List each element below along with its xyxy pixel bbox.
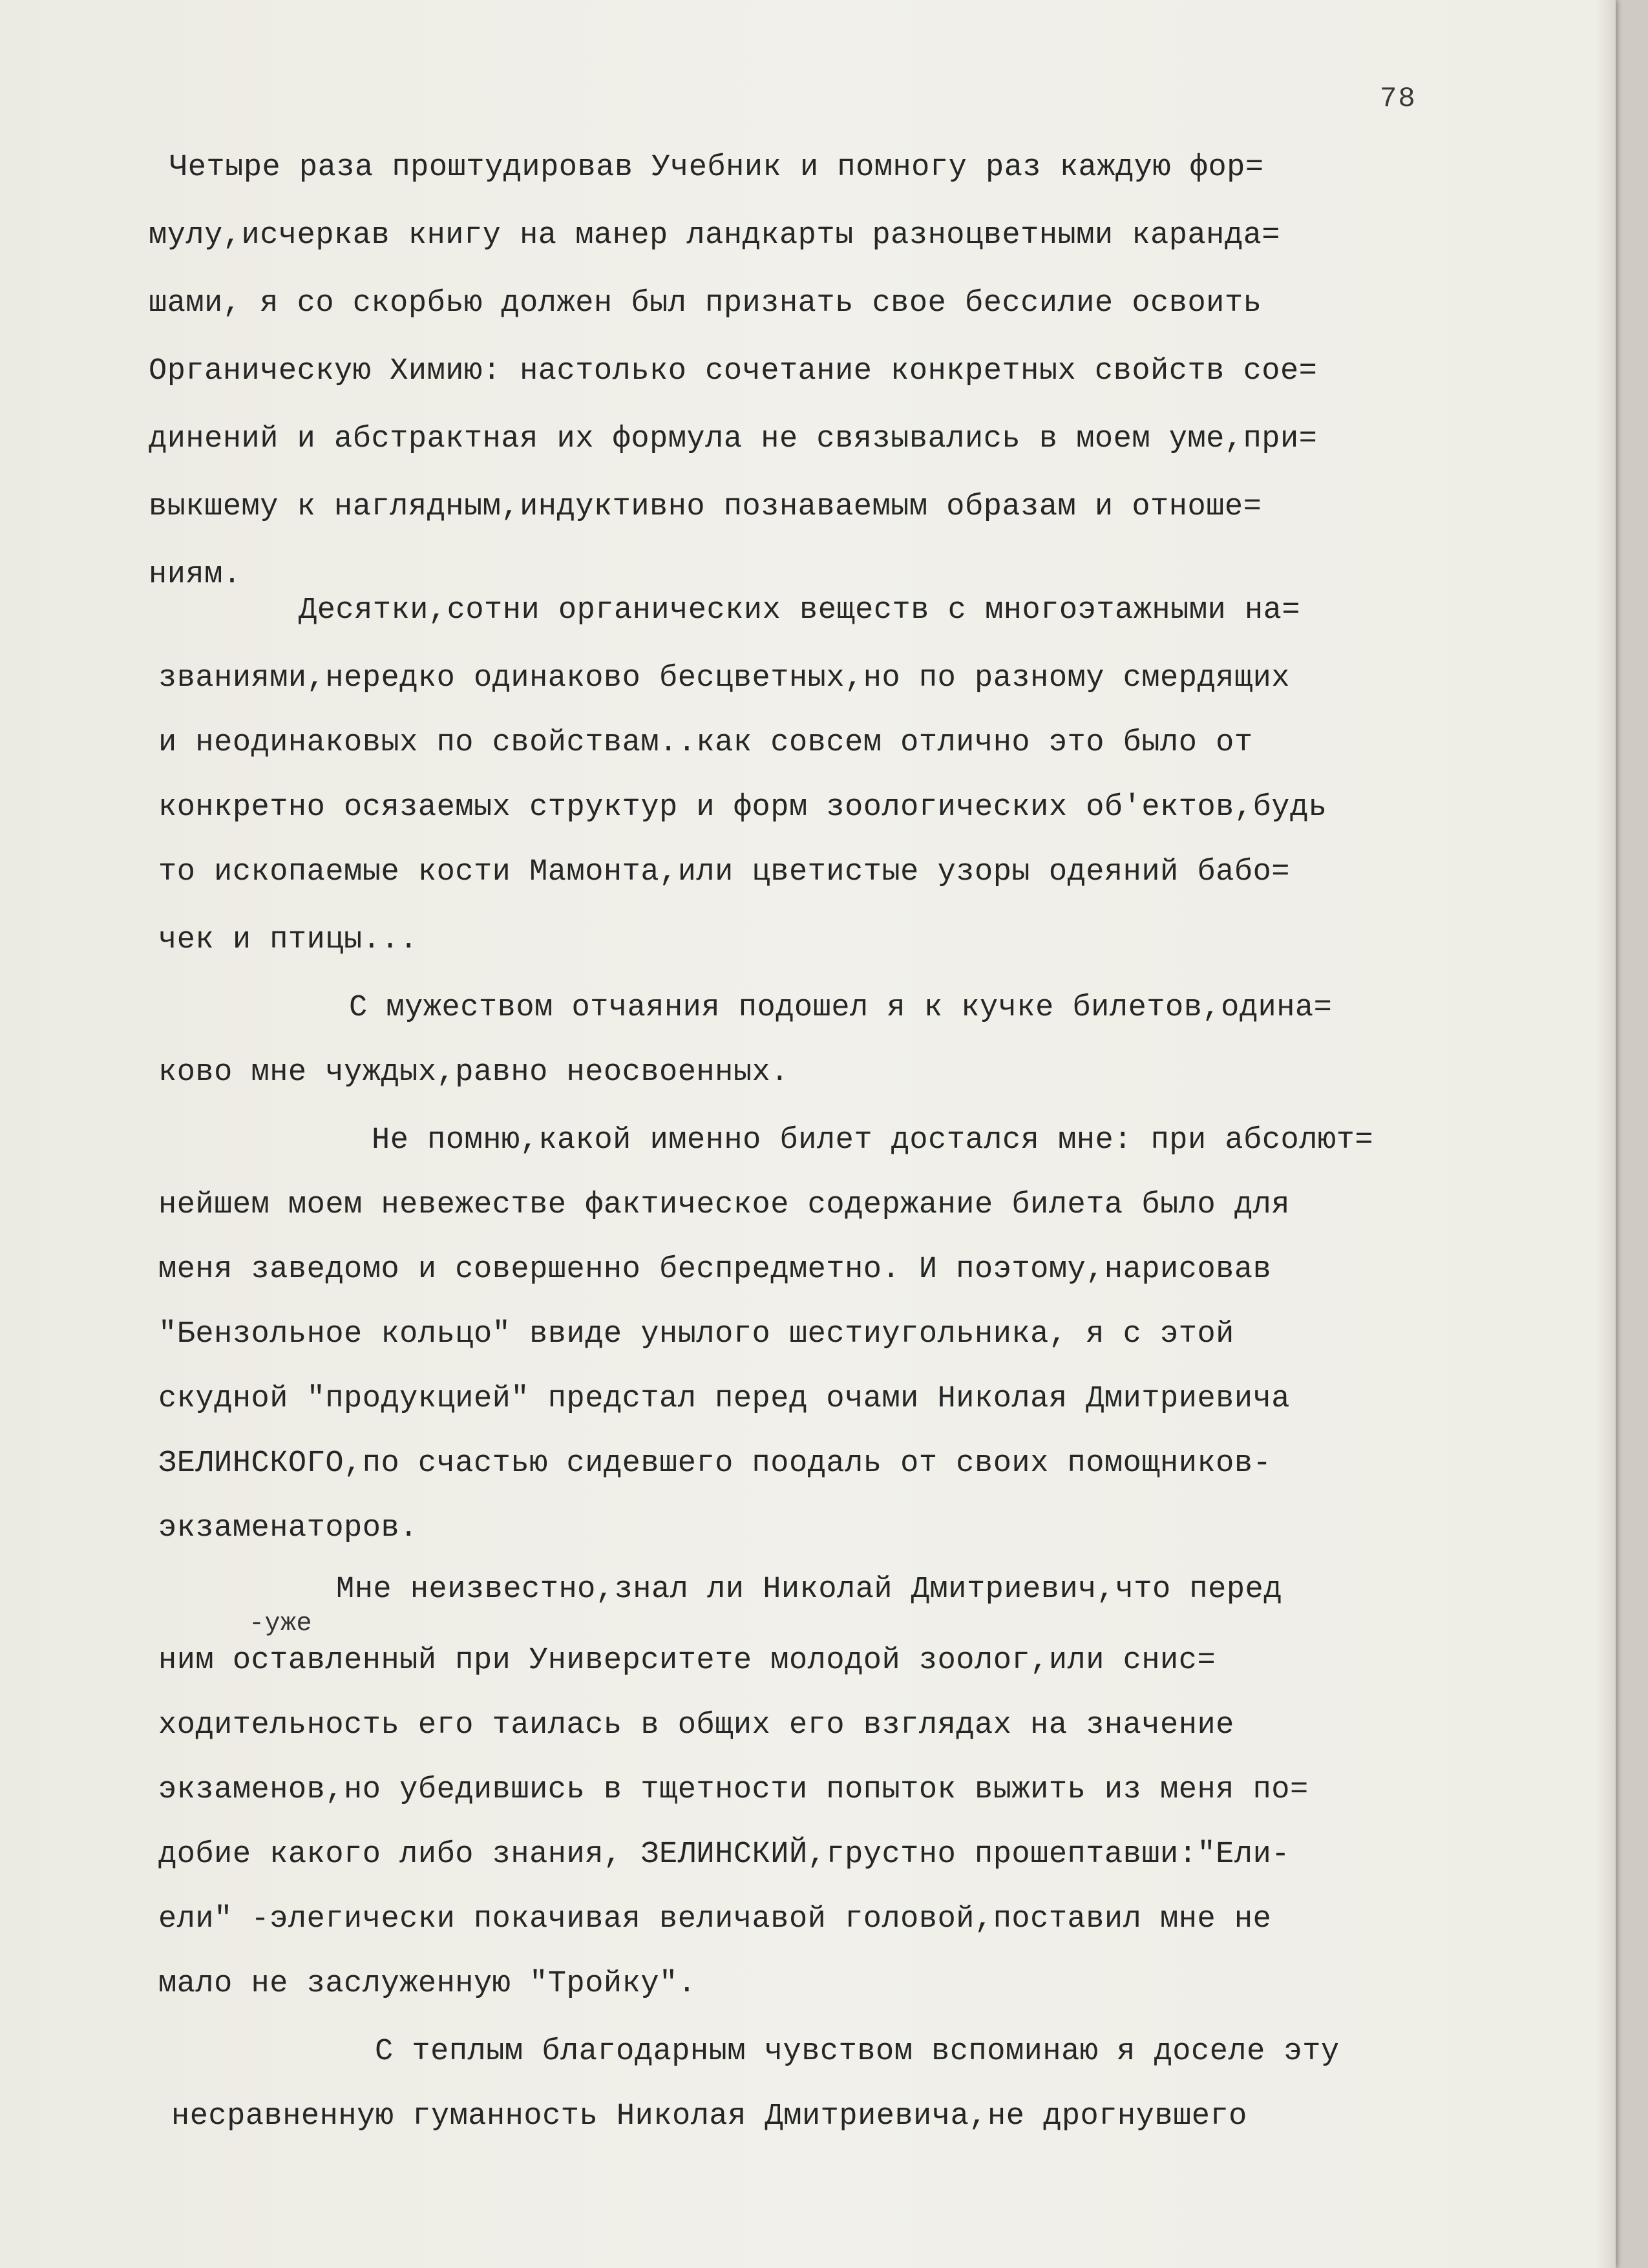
text-line: мало не заслуженную "Тройку". (158, 1967, 697, 2001)
text-line: выкшему к наглядным,индуктивно познаваемым образам и отноше= (149, 490, 1262, 524)
text-line: нейшем моем невежестве фактическое содержание билета было для (158, 1188, 1290, 1222)
text-line: С теплым благодарным чувством вспоминаю я доселе эту (375, 2035, 1340, 2069)
text-line: то ископаемые кости Мамонта,или цветистые узоры одеяний бабо= (158, 855, 1290, 889)
text-line: "Бензольное кольцо" ввиде унылого шестиугольника, я с этой (158, 1317, 1234, 1351)
text-line: экзаменов,но убедившись в тщетности попыток выжить из меня по= (158, 1773, 1309, 1807)
text-line: меня заведомо и совершенно беспредметно. И поэтому,нарисовав (158, 1253, 1272, 1287)
page-number: 78 (1380, 83, 1417, 115)
text-line: С мужеством отчаяния подошел я к кучке билетов,одина= (349, 991, 1333, 1025)
text-line: мулу,исчеркав книгу на манер ландкарты разноцветными каранда= (149, 218, 1280, 253)
text-line: экзаменаторов. (158, 1511, 418, 1545)
text-line: динений и абстрактная их формула не связывались в моем уме,при= (149, 422, 1318, 456)
text-line: и неодинаковых по свойствам..как совсем отлично это было от (158, 726, 1253, 760)
text-line: Десятки,сотни органических веществ с многоэтажными на= (299, 593, 1301, 628)
text-line: Не помню,какой именно билет достался мне: при абсолют= (372, 1123, 1374, 1158)
handwritten-insertion: -уже (249, 1609, 313, 1638)
text-line: Четыре раза проштудировав Учебник и помногу раз каждую фор= (169, 151, 1264, 185)
text-line: ЗЕЛИНСКОГО,по счастью сидевшего поодаль от своих помощников- (158, 1447, 1272, 1481)
text-line: ходительность его таилась в общих его взглядах на значение (158, 1708, 1234, 1743)
text-line: скудной "продукцией" предстал перед очами Николая Дмитриевича (158, 1382, 1290, 1416)
text-line: ели" -элегически покачивая величавой головой,поставил мне не (158, 1902, 1272, 1936)
text-line: званиями,нередко одинаково бесцветных,но по разному смердящих (158, 661, 1290, 695)
text-line: шами, я со скорбью должен был признать свое бессилие освоить (149, 286, 1262, 321)
text-line: ниям. (149, 558, 242, 592)
text-line: добие какого либо знания, ЗЕЛИНСКИЙ,грустно прошептавши:"Ели- (158, 1838, 1290, 1872)
text-line: ним оставленный при Университете молодой зоолог,или снис= (158, 1644, 1216, 1678)
text-line: конкретно осязаемых структур и форм зоологических об'ектов,будь (158, 790, 1327, 825)
text-line: Мне неизвестно,знал ли Николай Дмитриевич,что перед (336, 1573, 1282, 1607)
text-line: Органическую Химию: настолько сочетание конкретных свойств сое= (149, 354, 1318, 388)
text-line: чек и птицы... (158, 923, 418, 957)
text-line: ково мне чуждых,равно неосвоенных. (158, 1055, 789, 1090)
text-line: несравненную гуманность Николая Дмитриевича,не дрогнувшего (171, 2099, 1247, 2134)
